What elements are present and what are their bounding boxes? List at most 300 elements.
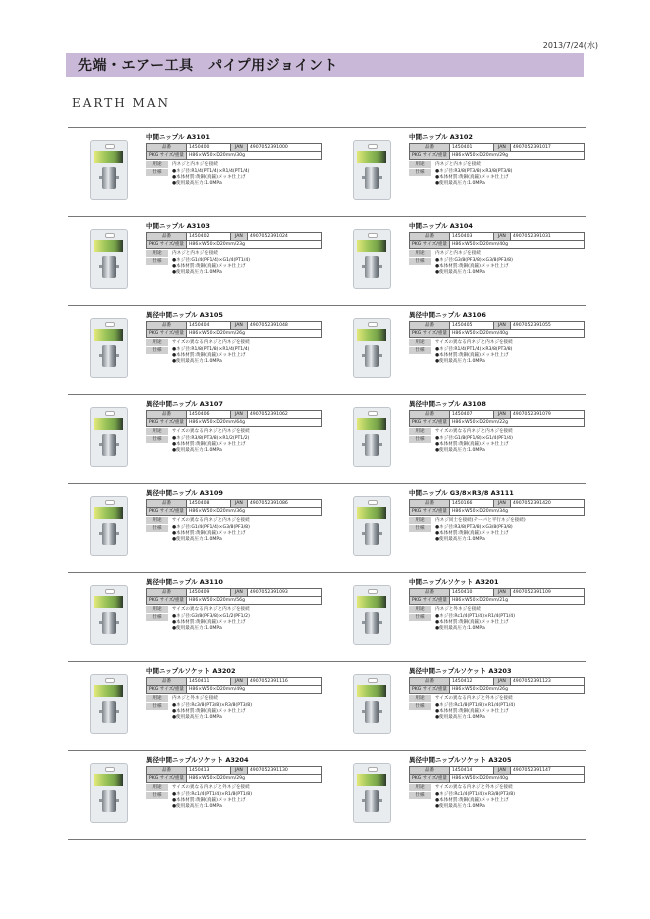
- use-text: 内ネジと内ネジを接続: [172, 251, 218, 256]
- blister-package-image: [90, 585, 128, 645]
- spec-line: ●ネジ径:Rc1/4(PT1/4)×R3/8(PT3/8): [435, 792, 515, 797]
- blister-package-image: [90, 229, 128, 289]
- use-text: サイズの異なる内ネジと内ネジを接続: [172, 429, 250, 434]
- use-label: 用途: [146, 339, 168, 346]
- product-info: [146, 755, 324, 810]
- product-title: 異径中間ニップルソケット A3204: [146, 756, 249, 764]
- pkg-size: H86×W50×D20mm/30g: [186, 152, 321, 160]
- product-photo: [351, 318, 391, 378]
- use-row: [146, 428, 324, 435]
- product-info: [409, 399, 587, 454]
- product-photo: [351, 229, 391, 289]
- use-label: 用途: [146, 250, 168, 257]
- spec-line: ●使用最高圧力:1.0MPa: [435, 448, 485, 453]
- use-text: サイズの異なる内ネジと内ネジを接続: [435, 429, 513, 434]
- spec-lines: [431, 169, 512, 187]
- product-row: [68, 306, 586, 395]
- use-label: 用途: [409, 250, 431, 257]
- use-label: 用途: [409, 606, 431, 613]
- product-photo: [88, 674, 128, 734]
- pkg-size: H86×W50×D20mm/26g: [186, 330, 321, 338]
- product-spec-table: [409, 499, 585, 516]
- use-row: [409, 606, 587, 613]
- product-photo: [88, 407, 128, 467]
- use-row: [409, 784, 587, 791]
- product-card: [68, 662, 323, 750]
- hinban-label: 品番: [147, 589, 187, 597]
- use-row: [146, 606, 324, 613]
- use-label: 用途: [146, 161, 168, 168]
- pkg-label: PKG サイズ/重量: [410, 597, 450, 605]
- spec-lines: [168, 169, 249, 187]
- product-card: [68, 217, 323, 305]
- spec-row: [409, 792, 587, 810]
- product-grid: [68, 127, 586, 840]
- product-title: 中間ニップル A3104: [409, 222, 473, 230]
- product-row: [68, 484, 586, 573]
- use-label: 用途: [409, 339, 431, 346]
- jan-code: 4907052391147: [510, 767, 584, 775]
- product-code: 1450405: [449, 322, 493, 330]
- hinban-label: 品番: [147, 767, 187, 775]
- product-title: 異径中間ニップル A3110: [146, 578, 223, 586]
- spec-lines: [431, 792, 515, 810]
- spec-label: 仕様: [409, 169, 431, 176]
- blister-package-image: [90, 140, 128, 200]
- blister-package-image: [353, 496, 391, 556]
- product-title: 中間ニップル A3101: [146, 133, 210, 141]
- use-row: [146, 339, 324, 346]
- blister-package-image: [353, 407, 391, 467]
- pkg-label: PKG サイズ/重量: [410, 241, 450, 249]
- product-title: 中間ニップル A3102: [409, 133, 473, 141]
- pkg-size: H86×W50×D20mm/40g: [449, 775, 584, 783]
- product-title: 中間ニップルソケット A3202: [146, 667, 236, 675]
- use-row: [146, 250, 324, 257]
- product-info: [409, 310, 587, 365]
- product-title: 異径中間ニップルソケット A3203: [409, 667, 512, 675]
- spec-lines: [168, 525, 250, 543]
- spec-line: ●本体材質:黄銅(真鍮)メッキ仕上げ: [435, 798, 509, 803]
- blister-package-image: [353, 318, 391, 378]
- product-code: 1450413: [186, 767, 230, 775]
- jan-label: JAN: [493, 144, 510, 152]
- blister-package-image: [90, 318, 128, 378]
- product-code: 1450411: [186, 678, 230, 686]
- product-code: 1450403: [449, 233, 493, 241]
- spec-label: 仕様: [146, 703, 168, 710]
- spec-line: ●本体材質:黄銅(真鍮)メッキ仕上げ: [172, 531, 246, 536]
- spec-row: [409, 525, 587, 543]
- spec-line: ●本体材質:黄銅(真鍮)メッキ仕上げ: [435, 264, 509, 269]
- product-photo: [351, 496, 391, 556]
- product-code: 1450414: [449, 767, 493, 775]
- spec-row: [146, 614, 324, 632]
- use-text: サイズの異なる内ネジと内ネジを接続: [435, 340, 513, 345]
- jan-code: 4907052391079: [510, 411, 584, 419]
- spec-line: ●使用最高圧力:1.0MPa: [435, 537, 485, 542]
- jan-label: JAN: [230, 589, 247, 597]
- spec-line: ●本体材質:黄銅(真鍮)メッキ仕上げ: [172, 175, 246, 180]
- product-photo: [351, 140, 391, 200]
- product-info: [409, 488, 587, 543]
- product-info: [409, 577, 587, 632]
- jan-code: 4907052391420: [510, 500, 584, 508]
- product-card: [331, 573, 586, 661]
- spec-line: ●使用最高圧力:1.0MPa: [172, 448, 222, 453]
- product-title: 異径中間ニップル A3107: [146, 400, 223, 408]
- jan-code: 4907052391109: [510, 589, 584, 597]
- use-text: 内ネジと内ネジを接続: [435, 162, 481, 167]
- product-title: 中間ニップルソケット A3201: [409, 578, 499, 586]
- use-text: サイズの異なる内ネジと内ネジを接続: [172, 518, 250, 523]
- jan-code: 4907052391123: [510, 678, 584, 686]
- spec-label: 仕様: [146, 525, 168, 532]
- blister-package-image: [90, 496, 128, 556]
- product-row: [68, 662, 586, 751]
- jan-code: 4907052391031: [510, 233, 584, 241]
- product-spec-table: [146, 232, 322, 249]
- hinban-label: 品番: [410, 322, 450, 330]
- pkg-size: H86×W50×D20mm/29g: [186, 775, 321, 783]
- spec-label: 仕様: [146, 792, 168, 799]
- spec-lines: [431, 347, 512, 365]
- use-row: [409, 161, 587, 168]
- product-info: [146, 577, 324, 632]
- spec-label: 仕様: [146, 436, 168, 443]
- product-row: [68, 127, 586, 217]
- product-info: [146, 310, 324, 365]
- product-photo: [88, 763, 128, 823]
- product-card: [331, 484, 586, 572]
- pkg-label: PKG サイズ/重量: [147, 152, 187, 160]
- hinban-label: 品番: [410, 767, 450, 775]
- product-code: 1450409: [186, 589, 230, 597]
- jan-label: JAN: [493, 500, 510, 508]
- use-label: 用途: [146, 695, 168, 702]
- product-spec-table: [409, 588, 585, 605]
- spec-line: ●使用最高圧力:1.0MPa: [435, 715, 485, 720]
- product-spec-table: [146, 143, 322, 160]
- product-photo: [351, 763, 391, 823]
- product-code: 1450166: [449, 500, 493, 508]
- product-info: [146, 132, 324, 187]
- jan-label: JAN: [230, 144, 247, 152]
- pkg-size: H86×W50×D20mm/36g: [186, 508, 321, 516]
- hinban-label: 品番: [147, 678, 187, 686]
- spec-line: ●ネジ径:G1/4(PF1/4)×G3/8(PF3/8): [172, 525, 250, 530]
- pkg-label: PKG サイズ/重量: [147, 241, 187, 249]
- blister-package-image: [353, 140, 391, 200]
- product-code: 1450406: [186, 411, 230, 419]
- product-row: [68, 573, 586, 662]
- use-label: 用途: [146, 606, 168, 613]
- hinban-label: 品番: [410, 678, 450, 686]
- spec-row: [409, 258, 587, 276]
- blister-package-image: [90, 407, 128, 467]
- use-text: サイズの異なる内ネジと外ネジを接続: [435, 785, 513, 790]
- jan-code: 4907052391024: [247, 233, 321, 241]
- product-spec-table: [409, 410, 585, 427]
- spec-line: ●使用最高圧力:1.0MPa: [172, 270, 222, 275]
- pkg-size: H86×W50×D20mm/40g: [449, 330, 584, 338]
- hinban-label: 品番: [410, 500, 450, 508]
- hinban-label: 品番: [147, 500, 187, 508]
- product-card: [68, 128, 323, 216]
- product-spec-table: [146, 588, 322, 605]
- hinban-label: 品番: [410, 144, 450, 152]
- product-code: 1450412: [449, 678, 493, 686]
- use-text: 内ネジと外ネジを接続: [435, 607, 481, 612]
- jan-label: JAN: [493, 233, 510, 241]
- use-text: 内ネジと内ネジを接続: [172, 162, 218, 167]
- spec-line: ●ネジ径:G1/8(PF1/8)×G1/4(PF1/4): [435, 436, 513, 441]
- spec-label: 仕様: [409, 703, 431, 710]
- spec-lines: [431, 703, 515, 721]
- product-spec-table: [409, 143, 585, 160]
- spec-row: [146, 525, 324, 543]
- spec-lines: [168, 347, 249, 365]
- spec-line: ●使用最高圧力:1.0MPa: [172, 715, 222, 720]
- product-title: 異径中間ニップルソケット A3205: [409, 756, 512, 764]
- product-info: [409, 221, 587, 276]
- spec-lines: [168, 703, 252, 721]
- jan-label: JAN: [230, 767, 247, 775]
- use-row: [409, 517, 587, 524]
- spec-line: ●本体材質:黄銅(真鍮)メッキ仕上げ: [435, 531, 509, 536]
- jan-code: 4907052391086: [247, 500, 321, 508]
- spec-line: ●使用最高圧力:1.0MPa: [172, 804, 222, 809]
- spec-label: 仕様: [146, 258, 168, 265]
- spec-row: [409, 169, 587, 187]
- pkg-size: H86×W50×D20mm/40g: [449, 241, 584, 249]
- product-info: [146, 488, 324, 543]
- spec-line: ●使用最高圧力:1.0MPa: [172, 181, 222, 186]
- spec-lines: [431, 525, 513, 543]
- product-card: [68, 395, 323, 483]
- product-title: 異径中間ニップル A3106: [409, 311, 486, 319]
- use-row: [409, 339, 587, 346]
- product-title: 異径中間ニップル A3109: [146, 489, 223, 497]
- pkg-size: H86×W50×D20mm/23g: [186, 241, 321, 249]
- product-info: [409, 666, 587, 721]
- product-card: [331, 751, 586, 839]
- jan-label: JAN: [230, 500, 247, 508]
- product-photo: [351, 674, 391, 734]
- product-code: 1450401: [449, 144, 493, 152]
- spec-row: [409, 614, 587, 632]
- pkg-label: PKG サイズ/重量: [410, 330, 450, 338]
- spec-line: ●使用最高圧力:1.0MPa: [172, 626, 222, 631]
- pkg-label: PKG サイズ/重量: [147, 330, 187, 338]
- jan-label: JAN: [230, 322, 247, 330]
- spec-line: ●本体材質:黄銅(真鍮)メッキ仕上げ: [435, 442, 509, 447]
- spec-line: ●ネジ径:Rc3/8(PT3/8)×R3/8(PT3/8): [172, 703, 252, 708]
- pkg-label: PKG サイズ/重量: [410, 508, 450, 516]
- blister-package-image: [353, 674, 391, 734]
- product-row: [68, 751, 586, 840]
- pkg-size: H86×W50×D20mm/29g: [449, 152, 584, 160]
- hinban-label: 品番: [147, 144, 187, 152]
- product-info: [146, 666, 324, 721]
- product-title: 異径中間ニップル A3108: [409, 400, 486, 408]
- print-date: 2013/7/24(水): [542, 41, 598, 50]
- product-spec-table: [409, 321, 585, 338]
- jan-code: 4907052391130: [247, 767, 321, 775]
- pkg-label: PKG サイズ/重量: [410, 152, 450, 160]
- use-label: 用途: [409, 161, 431, 168]
- spec-line: ●使用最高圧力:1.0MPa: [435, 181, 485, 186]
- spec-label: 仕様: [146, 169, 168, 176]
- spec-line: ●本体材質:黄銅(真鍮)メッキ仕上げ: [172, 620, 246, 625]
- use-label: 用途: [409, 695, 431, 702]
- jan-code: 4907052391116: [247, 678, 321, 686]
- product-card: [331, 662, 586, 750]
- product-photo: [351, 407, 391, 467]
- use-label: 用途: [409, 517, 431, 524]
- product-card: [331, 395, 586, 483]
- spec-label: 仕様: [409, 792, 431, 799]
- spec-line: ●本体材質:黄銅(真鍮)メッキ仕上げ: [172, 264, 246, 269]
- spec-line: ●ネジ径:R1/4(PT1/4)×R3/8(PT3/8): [435, 347, 513, 352]
- spec-lines: [168, 614, 250, 632]
- jan-label: JAN: [493, 678, 510, 686]
- use-label: 用途: [146, 784, 168, 791]
- use-row: [409, 250, 587, 257]
- product-photo: [88, 140, 128, 200]
- product-info: [146, 399, 324, 454]
- brand-logo: EARTH MAN: [72, 96, 170, 110]
- hinban-label: 品番: [147, 411, 187, 419]
- product-photo: [88, 585, 128, 645]
- product-title: 中間ニップル A3103: [146, 222, 210, 230]
- jan-label: JAN: [230, 678, 247, 686]
- spec-label: 仕様: [146, 614, 168, 621]
- product-info: [409, 755, 587, 810]
- spec-label: 仕様: [146, 347, 168, 354]
- product-card: [68, 573, 323, 661]
- product-code: 1450410: [449, 589, 493, 597]
- spec-label: 仕様: [409, 614, 431, 621]
- jan-label: JAN: [493, 589, 510, 597]
- product-code: 1450404: [186, 322, 230, 330]
- use-label: 用途: [409, 784, 431, 791]
- use-row: [146, 517, 324, 524]
- spec-line: ●ネジ径:Rc1/4(PT1/4)×R1/8(PT1/8): [172, 792, 252, 797]
- blister-package-image: [353, 763, 391, 823]
- spec-row: [146, 258, 324, 276]
- spec-lines: [168, 436, 249, 454]
- product-info: [146, 221, 324, 276]
- product-row: [68, 217, 586, 306]
- use-text: サイズの異なる内ネジと外ネジを接続: [172, 785, 250, 790]
- jan-code: 4907052391093: [247, 589, 321, 597]
- use-text: サイズの異なる内ネジと内ネジを接続: [172, 607, 250, 612]
- spec-line: ●ネジ径:R1/8(PT1/8)×R1/4(PT1/4): [172, 347, 250, 352]
- spec-line: ●本体材質:黄銅(真鍮)メッキ仕上げ: [435, 620, 509, 625]
- pkg-label: PKG サイズ/重量: [147, 597, 187, 605]
- product-photo: [88, 318, 128, 378]
- spec-line: ●ネジ径:R3/8(PT3/8)×R3/8(PT3/8): [435, 169, 513, 174]
- spec-line: ●ネジ径:G1/4(PF1/4)×G1/4(PT1/4): [172, 258, 251, 263]
- product-card: [68, 751, 323, 839]
- spec-line: ●使用最高圧力:1.0MPa: [435, 359, 485, 364]
- product-code: 1450408: [186, 500, 230, 508]
- spec-row: [409, 703, 587, 721]
- blister-package-image: [353, 585, 391, 645]
- use-text: サイズの異なる内ネジと内ネジを接続: [172, 340, 250, 345]
- product-spec-table: [146, 410, 322, 427]
- pkg-label: PKG サイズ/重量: [147, 419, 187, 427]
- pkg-label: PKG サイズ/重量: [410, 419, 450, 427]
- spec-lines: [431, 258, 513, 276]
- product-title: 異径中間ニップル A3105: [146, 311, 223, 319]
- spec-row: [409, 347, 587, 365]
- product-spec-table: [146, 321, 322, 338]
- use-text: サイズの異なる内ネジと外ネジを接続: [435, 696, 513, 701]
- spec-line: ●使用最高圧力:1.0MPa: [172, 537, 222, 542]
- hinban-label: 品番: [410, 589, 450, 597]
- product-photo: [88, 229, 128, 289]
- pkg-size: H86×W50×D20mm/64g: [186, 419, 321, 427]
- pkg-label: PKG サイズ/重量: [410, 775, 450, 783]
- hinban-label: 品番: [147, 322, 187, 330]
- spec-line: ●使用最高圧力:1.0MPa: [435, 804, 485, 809]
- spec-lines: [431, 614, 515, 632]
- jan-label: JAN: [230, 411, 247, 419]
- blister-package-image: [353, 229, 391, 289]
- spec-line: ●ネジ径:G3/8(PF3/8)×G1/2(PF1/2): [172, 614, 250, 619]
- spec-line: ●本体材質:黄銅(真鍮)メッキ仕上げ: [172, 353, 246, 358]
- product-info: [409, 132, 587, 187]
- hinban-label: 品番: [410, 233, 450, 241]
- spec-line: ●ネジ径:R3/8(PT3/8)×R1/2(PT1/2): [172, 436, 250, 441]
- spec-line: ●本体材質:黄銅(真鍮)メッキ仕上げ: [172, 442, 246, 447]
- blister-package-image: [90, 674, 128, 734]
- jan-code: 4907052391055: [510, 322, 584, 330]
- product-card: [68, 306, 323, 394]
- product-spec-table: [409, 677, 585, 694]
- spec-lines: [431, 436, 513, 454]
- hinban-label: 品番: [147, 233, 187, 241]
- jan-label: JAN: [230, 233, 247, 241]
- jan-label: JAN: [493, 322, 510, 330]
- jan-code: 4907052391062: [247, 411, 321, 419]
- product-spec-table: [146, 766, 322, 783]
- product-card: [331, 128, 586, 216]
- product-card: [331, 217, 586, 305]
- product-spec-table: [146, 499, 322, 516]
- jan-code: 4907052391000: [247, 144, 321, 152]
- pkg-size: H86×W50×D20mm/49g: [186, 686, 321, 694]
- spec-line: ●ネジ径:G3/8(PF3/8)×G3/8(PF3/8): [435, 258, 513, 263]
- product-code: 1450407: [449, 411, 493, 419]
- spec-row: [409, 436, 587, 454]
- use-row: [146, 161, 324, 168]
- use-text: 内ネジと外ネジを接続: [172, 696, 218, 701]
- category-banner: 先端・エアー工具 パイプ用ジョイント: [66, 53, 584, 77]
- spec-row: [146, 436, 324, 454]
- spec-line: ●本体材質:黄銅(真鍮)メッキ仕上げ: [172, 798, 246, 803]
- product-photo: [88, 496, 128, 556]
- product-card: [68, 484, 323, 572]
- pkg-label: PKG サイズ/重量: [147, 775, 187, 783]
- pkg-label: PKG サイズ/重量: [147, 686, 187, 694]
- hinban-label: 品番: [410, 411, 450, 419]
- spec-line: ●本体材質:黄銅(真鍮)メッキ仕上げ: [172, 709, 246, 714]
- spec-line: ●ネジ径:R1/4(PT1/4)×R1/4(PT1/4): [172, 169, 250, 174]
- use-row: [146, 695, 324, 702]
